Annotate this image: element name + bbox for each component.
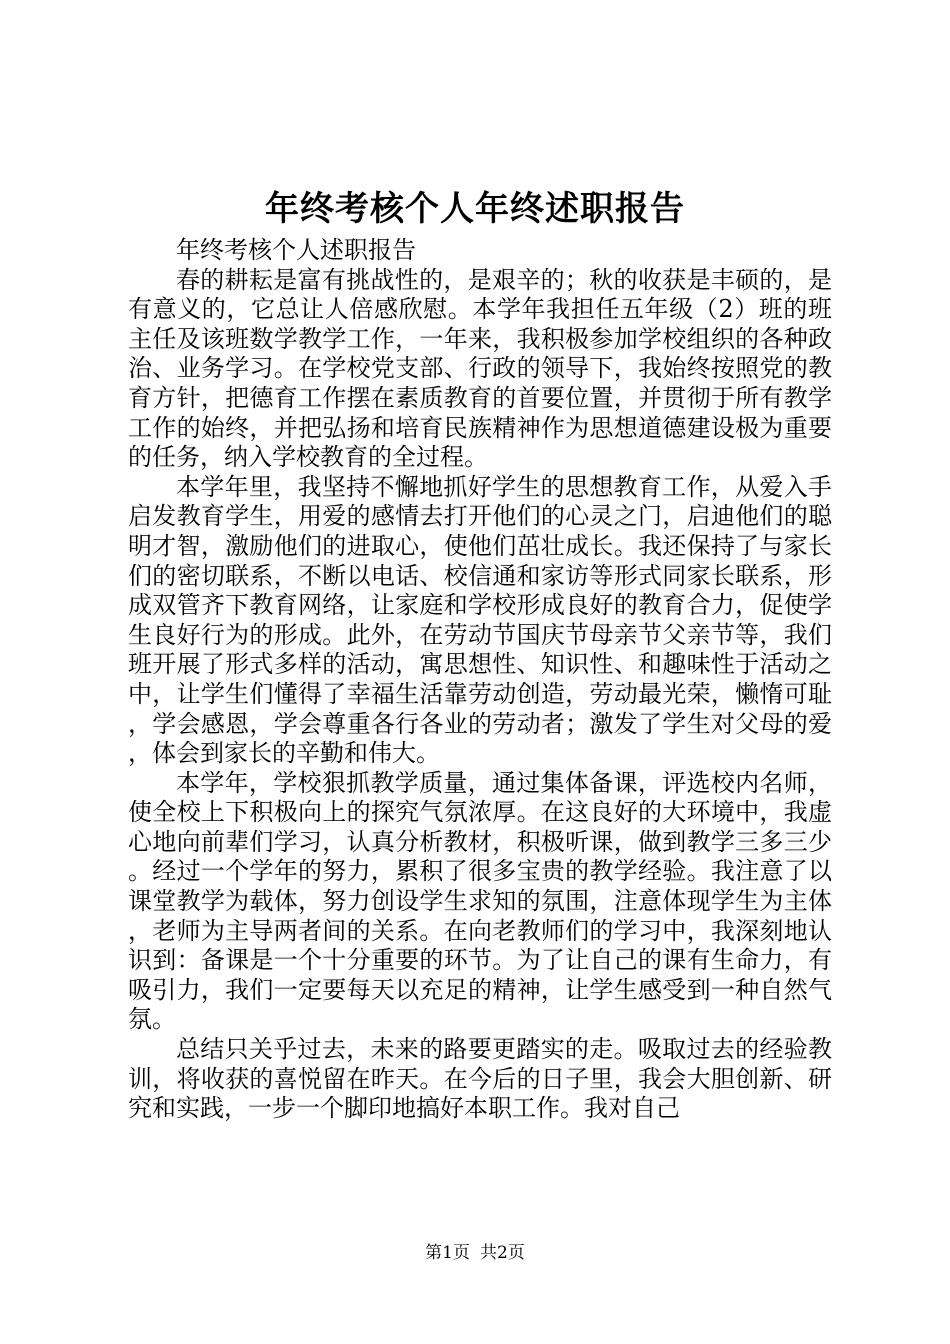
page-number: 第1页 xyxy=(425,1243,470,1263)
paragraph-2: 本学年里，我坚持不懈地抓好学生的思想教育工作，从爱入手启发教育学生，用爱的感情去打开他们的心灵之门，启迪他们的聪明才智，激励他们的进取心，使他们茁壮成长。我还保持了与家长们的密切联系，不断以电话、校信通和家访等形式同家长联系，形成双管齐下教育网络，让家庭和学校形成良好的教育合力，促使学生良好行为的形成。此外，在劳动节国庆节母亲节父亲节等，我们班开展了形式多样的活动，寓思想性、知识性、和趣味性于活动之中，让学生们懂得了幸福生活靠劳动创造，劳动最光荣，懒惰可耻，学会感恩，学会尊重各行各业的劳动者；激发了学生对父母的爱，体会到家长的辛勤和伟大。 xyxy=(128,472,832,768)
document-body xyxy=(128,236,832,1124)
paragraph-subtitle: 年终考核个人述职报告 xyxy=(176,236,416,264)
page-total: 共2页 xyxy=(480,1243,525,1263)
page-footer xyxy=(0,1240,950,1266)
paragraph-4: 总结只关乎过去，未来的路要更踏实的走。吸取过去的经验教训，将收获的喜悦留在昨天。在今后的日子里，我会大胆创新、研究和实践，一步一个脚印地搞好本职工作。我对自己 xyxy=(128,1035,832,1123)
paragraph-3: 本学年，学校狠抓教学质量，通过集体备课，评选校内名师，使全校上下积极向上的探究气氛浓厚。在这良好的大环境中，我虚心地向前辈们学习，认真分析教材，积极听课，做到教学三多三少。经过一个学年的努力，累积了很多宝贵的教学经验。我注意了以课堂教学为载体，努力创设学生求知的氛围，注意体现学生为主体，老师为主导两者间的关系。在向老教师们的学习中，我深刻地认识到：备课是一个十分重要的环节。为了让自己的课有生命力，有吸引力，我们一定要每天以充足的精神，让学生感受到一种自然气氛。 xyxy=(128,768,832,1034)
paragraph-1: 春的耕耘是富有挑战性的，是艰辛的；秋的收获是丰硕的，是有意义的，它总让人倍感欣慰。本学年我担任五年级（2）班的班主任及该班数学教学工作，一年来，我积极参加学校组织的各种政治、业务学习。在学校党支部、行政的领导下，我始终按照党的教育方针，把德育工作摆在素质教育的首要位置，并贯彻于所有教学工作的始终，并把弘扬和培育民族精神作为思想道德建设极为重要的任务，纳入学校教育的全过程。 xyxy=(128,265,832,472)
document-title: 年终考核个人年终述职报告 xyxy=(265,189,685,229)
